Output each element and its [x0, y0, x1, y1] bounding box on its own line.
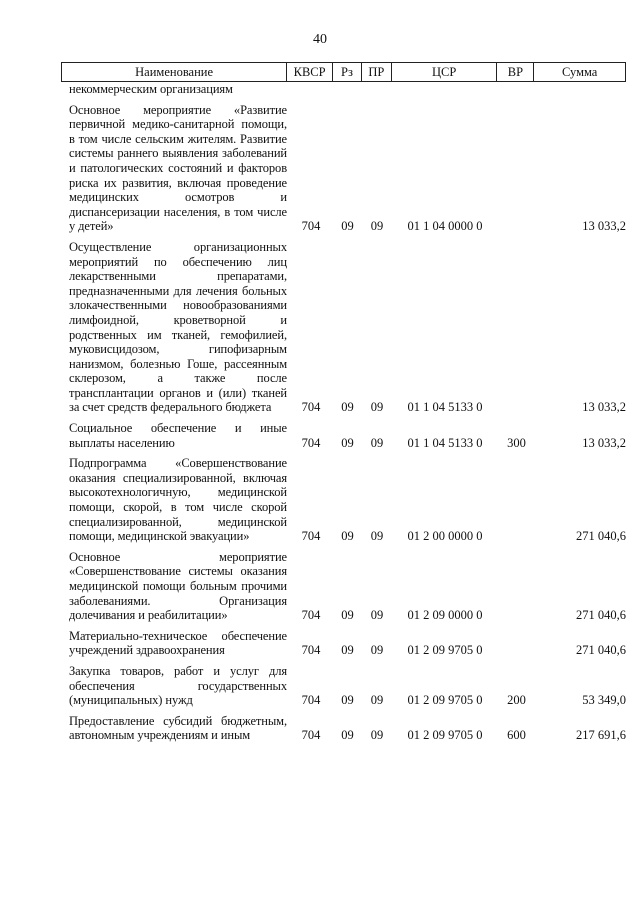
- row-kvsr: 704: [301, 728, 321, 743]
- row-rz: 09: [341, 435, 354, 450]
- row-name: Основное мероприятие «Развитие первичной медико-санитарной помощи, в том числе сельским жителям. Развитие системы раннего выявления заболеваний и патологических состояний и факторов риска их развития, включая проведение медицинских осмотров и диспансеризации населения, в том числе у детей»: [69, 102, 287, 234]
- table-row: [61, 714, 626, 743]
- row-name: Основное мероприятие «Совершенствование системы оказания медицинской помощи больным прочими заболеваниями. Организация долечивания и реабилитации»: [69, 549, 287, 623]
- row-pr: 09: [370, 529, 384, 544]
- table-row: [61, 664, 626, 708]
- header-name: Наименование: [62, 63, 287, 81]
- row-name: Подпрограмма «Совершенствование оказания специализированной, включая высокотехнологичную, медицинской помощи, скорой, в том числе скорой специализированной, медицинской помощи, медицинской эвакуации»: [69, 456, 287, 544]
- row-rz: 09: [341, 529, 354, 544]
- table-body: [61, 82, 626, 743]
- row-csr: 01 1 04 5133 0: [407, 400, 483, 415]
- table-row: [61, 550, 626, 623]
- row-rz: 09: [341, 728, 354, 743]
- row-rz: 09: [341, 219, 354, 234]
- table-row: [61, 103, 626, 234]
- row-pr: 09: [370, 608, 384, 623]
- row-name: Закупка товаров, работ и услуг для обеспечения государственных (муниципальных) нужд: [69, 663, 287, 708]
- header-pr: ПР: [362, 63, 392, 81]
- row-name: Осуществление организационных мероприятий по обеспечению лиц лекарственными препаратами, предназначенными для лечения больных злокачественными новообразованиями лимфоидной, кроветворной и родственных им тканей, гемофилией, муковисцидозом, гипофизарным нанизмом, болезнью Гоше, рассеянным склерозом, а также после трансплантации органов и (или) тканей за счет средств федерального бюджета: [69, 239, 287, 415]
- header-kvsr: КВСР: [287, 63, 333, 81]
- row-csr: 01 2 00 0000 0: [407, 529, 483, 544]
- row-kvsr: 704: [301, 693, 321, 708]
- row-name: Предоставление субсидий бюджетным, автономным учреждениям и иным: [69, 713, 287, 743]
- row-pr: 09: [370, 643, 384, 658]
- row-sum: 271 040,6: [576, 643, 626, 658]
- header-rz: Рз: [333, 63, 362, 81]
- row-pr: 09: [370, 728, 384, 743]
- row-kvsr: 704: [301, 643, 321, 658]
- row-rz: 09: [341, 400, 354, 415]
- table-row: [61, 82, 626, 97]
- row-sum: 13 033,2: [582, 219, 626, 234]
- table-header: [61, 62, 626, 82]
- row-name: Социальное обеспечение и иные выплаты населению: [69, 421, 287, 450]
- row-name: Материально-техническое обеспечение учреждений здравоохранения: [69, 628, 287, 658]
- row-sum: 217 691,6: [576, 728, 626, 743]
- header-sum: Сумма: [561, 64, 598, 79]
- row-pr: 09: [370, 219, 384, 234]
- row-kvsr: 704: [301, 400, 321, 415]
- row-vr: 300: [507, 435, 526, 450]
- row-pr: 09: [370, 400, 384, 415]
- header-vr: ВР: [497, 63, 534, 81]
- row-csr: 01 2 09 9705 0: [407, 643, 483, 658]
- row-name: некоммерческим организациям: [69, 82, 233, 96]
- row-sum: 13 033,2: [582, 435, 626, 450]
- row-csr: 01 2 09 0000 0: [407, 608, 483, 623]
- row-sum: 271 040,6: [576, 529, 626, 544]
- row-rz: 09: [341, 608, 354, 623]
- row-sum: 53 349,0: [582, 693, 626, 708]
- table-row: [61, 240, 626, 415]
- table-row: [61, 629, 626, 658]
- row-csr: 01 1 04 0000 0: [407, 219, 483, 234]
- table-row: [61, 456, 626, 544]
- row-rz: 09: [341, 643, 354, 658]
- row-kvsr: 704: [301, 608, 321, 623]
- row-csr: 01 2 09 9705 0: [407, 693, 483, 708]
- row-pr: 09: [370, 693, 384, 708]
- page-number: 40: [313, 32, 327, 47]
- row-kvsr: 704: [301, 529, 321, 544]
- row-vr: 200: [507, 693, 526, 708]
- table-row: [61, 421, 626, 450]
- row-vr: 600: [507, 728, 526, 743]
- row-csr: 01 2 09 9705 0: [407, 728, 483, 743]
- row-pr: 09: [370, 435, 384, 450]
- row-kvsr: 704: [301, 219, 321, 234]
- row-kvsr: 704: [301, 435, 321, 450]
- row-sum: 13 033,2: [582, 400, 626, 415]
- header-csr: ЦСР: [392, 63, 498, 81]
- row-rz: 09: [341, 693, 354, 708]
- row-sum: 271 040,6: [576, 608, 626, 623]
- row-csr: 01 1 04 5133 0: [407, 435, 483, 450]
